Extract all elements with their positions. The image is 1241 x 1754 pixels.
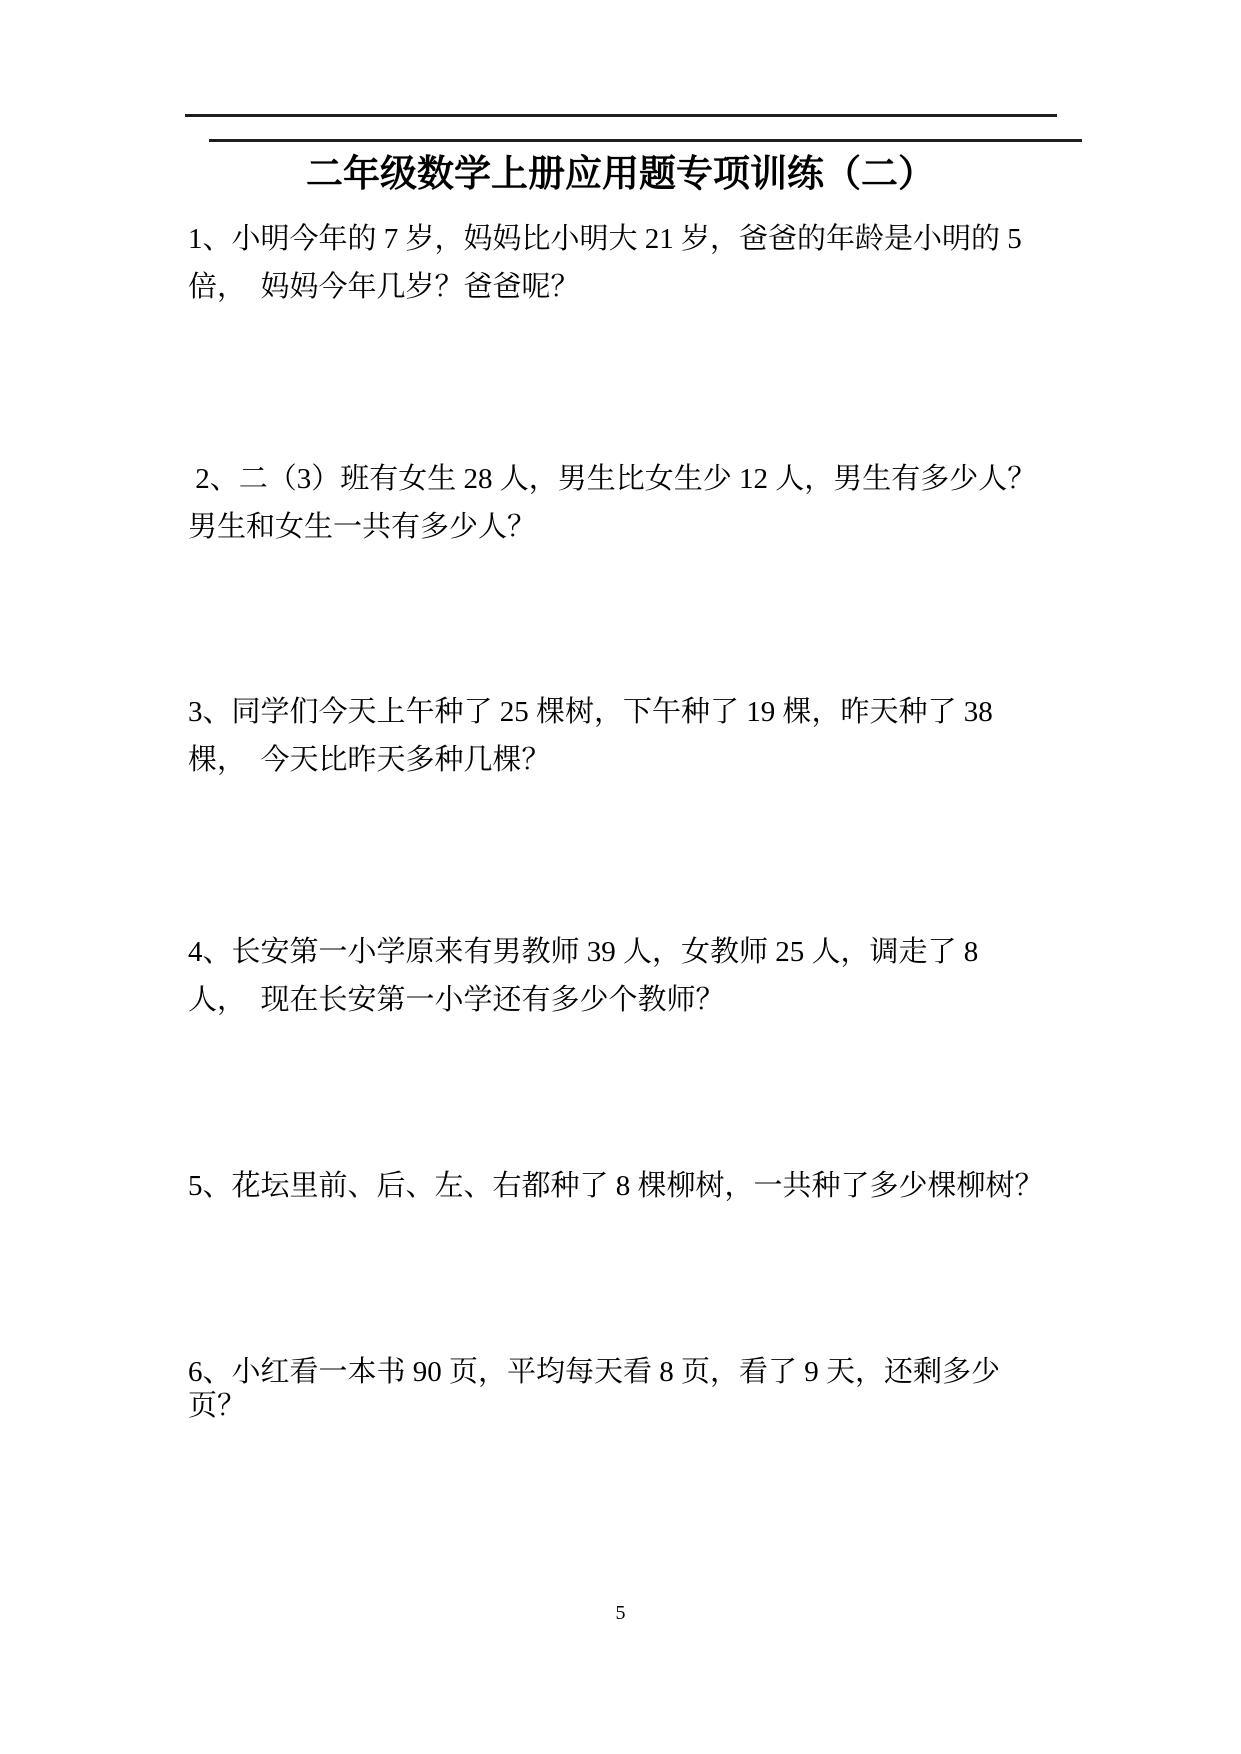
page-number: 5: [615, 1602, 626, 1624]
problem-3-line-2: 棵， 今天比昨天多种几棵？: [188, 744, 551, 776]
header-rule-top: [185, 114, 1057, 117]
problem-2: [188, 455, 1100, 551]
problem-4: [188, 928, 1100, 1024]
problem-5-line-1: 5、花坛里前、后、左、右都种了 8 棵柳树，一共种了多少棵柳树？: [188, 1170, 1044, 1202]
problem-3: [188, 688, 1100, 784]
problem-2-line-1: 2、二（3）班有女生 28 人，男生比女生少 12 人，男生有多少人？: [188, 463, 1037, 495]
page-title: 二年级数学上册应用题专项训练（二）: [306, 154, 935, 195]
problem-3-line-1: 3、同学们今天上午种了 25 棵树，下午种了 19 棵，昨天种了 38: [188, 696, 993, 728]
problem-1-line-1: 1、小明今年的 7 岁，妈妈比小明大 21 岁，爸爸的年龄是小明的 5: [188, 223, 1022, 255]
header-rule-bottom: [209, 139, 1082, 142]
problem-4-line-1: 4、长安第一小学原来有男教师 39 人，女教师 25 人，调走了 8: [188, 936, 979, 968]
problem-6: [188, 1355, 1100, 1423]
problem-6-line-2: 页？: [188, 1390, 247, 1422]
problem-2-line-2: 男生和女生一共有多少人？: [188, 511, 537, 543]
problem-1-line-2: 倍， 妈妈今年几岁？爸爸呢？: [188, 271, 580, 303]
problem-6-line-1: 6、小红看一本书 90 页，平均每天看 8 页，看了 9 天，还剩多少: [188, 1356, 1001, 1388]
problem-4-line-2: 人， 现在长安第一小学还有多少个教师？: [188, 984, 725, 1016]
problem-1: [188, 215, 1100, 311]
problem-5: [188, 1162, 1100, 1210]
